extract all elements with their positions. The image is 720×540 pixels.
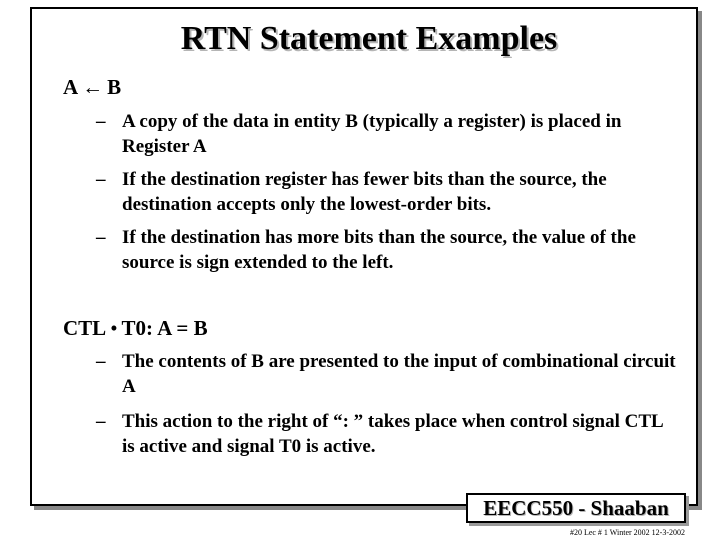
bullet-dot-icon: • (110, 316, 118, 340)
left-arrow-icon: ← (82, 75, 104, 99)
course-badge: EECC550 - Shaaban (466, 493, 686, 523)
dash-icon: – (96, 111, 106, 132)
heading-left: CTL (63, 316, 107, 340)
dash-icon: – (96, 411, 106, 432)
bullet-item (96, 167, 676, 217)
heading-right: B (107, 75, 122, 99)
heading-right: T0: A = B (121, 316, 208, 340)
bullet-text: If the destination has more bits than the source, the value of the source is sign extended to the left. (122, 227, 636, 273)
heading-left: A (63, 75, 79, 99)
section-heading-conditional (63, 316, 208, 341)
bullet-item (96, 109, 676, 159)
section-heading-transfer (63, 75, 121, 100)
bullet-text: A copy of the data in entity B (typically a register) is placed in Register A (122, 111, 622, 157)
slide-title: RTN Statement Examples (180, 20, 558, 57)
bullet-text: If the destination register has fewer bits than the source, the destination accepts only the lowest-order bits. (122, 169, 607, 215)
slide-footer: #20 Lec # 1 Winter 2002 12-3-2002 (569, 528, 685, 537)
bullet-item (96, 409, 676, 459)
bullet-text: This action to the right of “: ” takes place when control signal CTL is active and signal T0 is active. (122, 411, 663, 457)
bullet-item (96, 225, 676, 275)
bullet-text: The contents of B are presented to the input of combinational circuit A (122, 351, 676, 397)
dash-icon: – (96, 227, 106, 248)
dash-icon: – (96, 351, 106, 372)
bullet-item (96, 349, 676, 399)
dash-icon: – (96, 169, 106, 190)
